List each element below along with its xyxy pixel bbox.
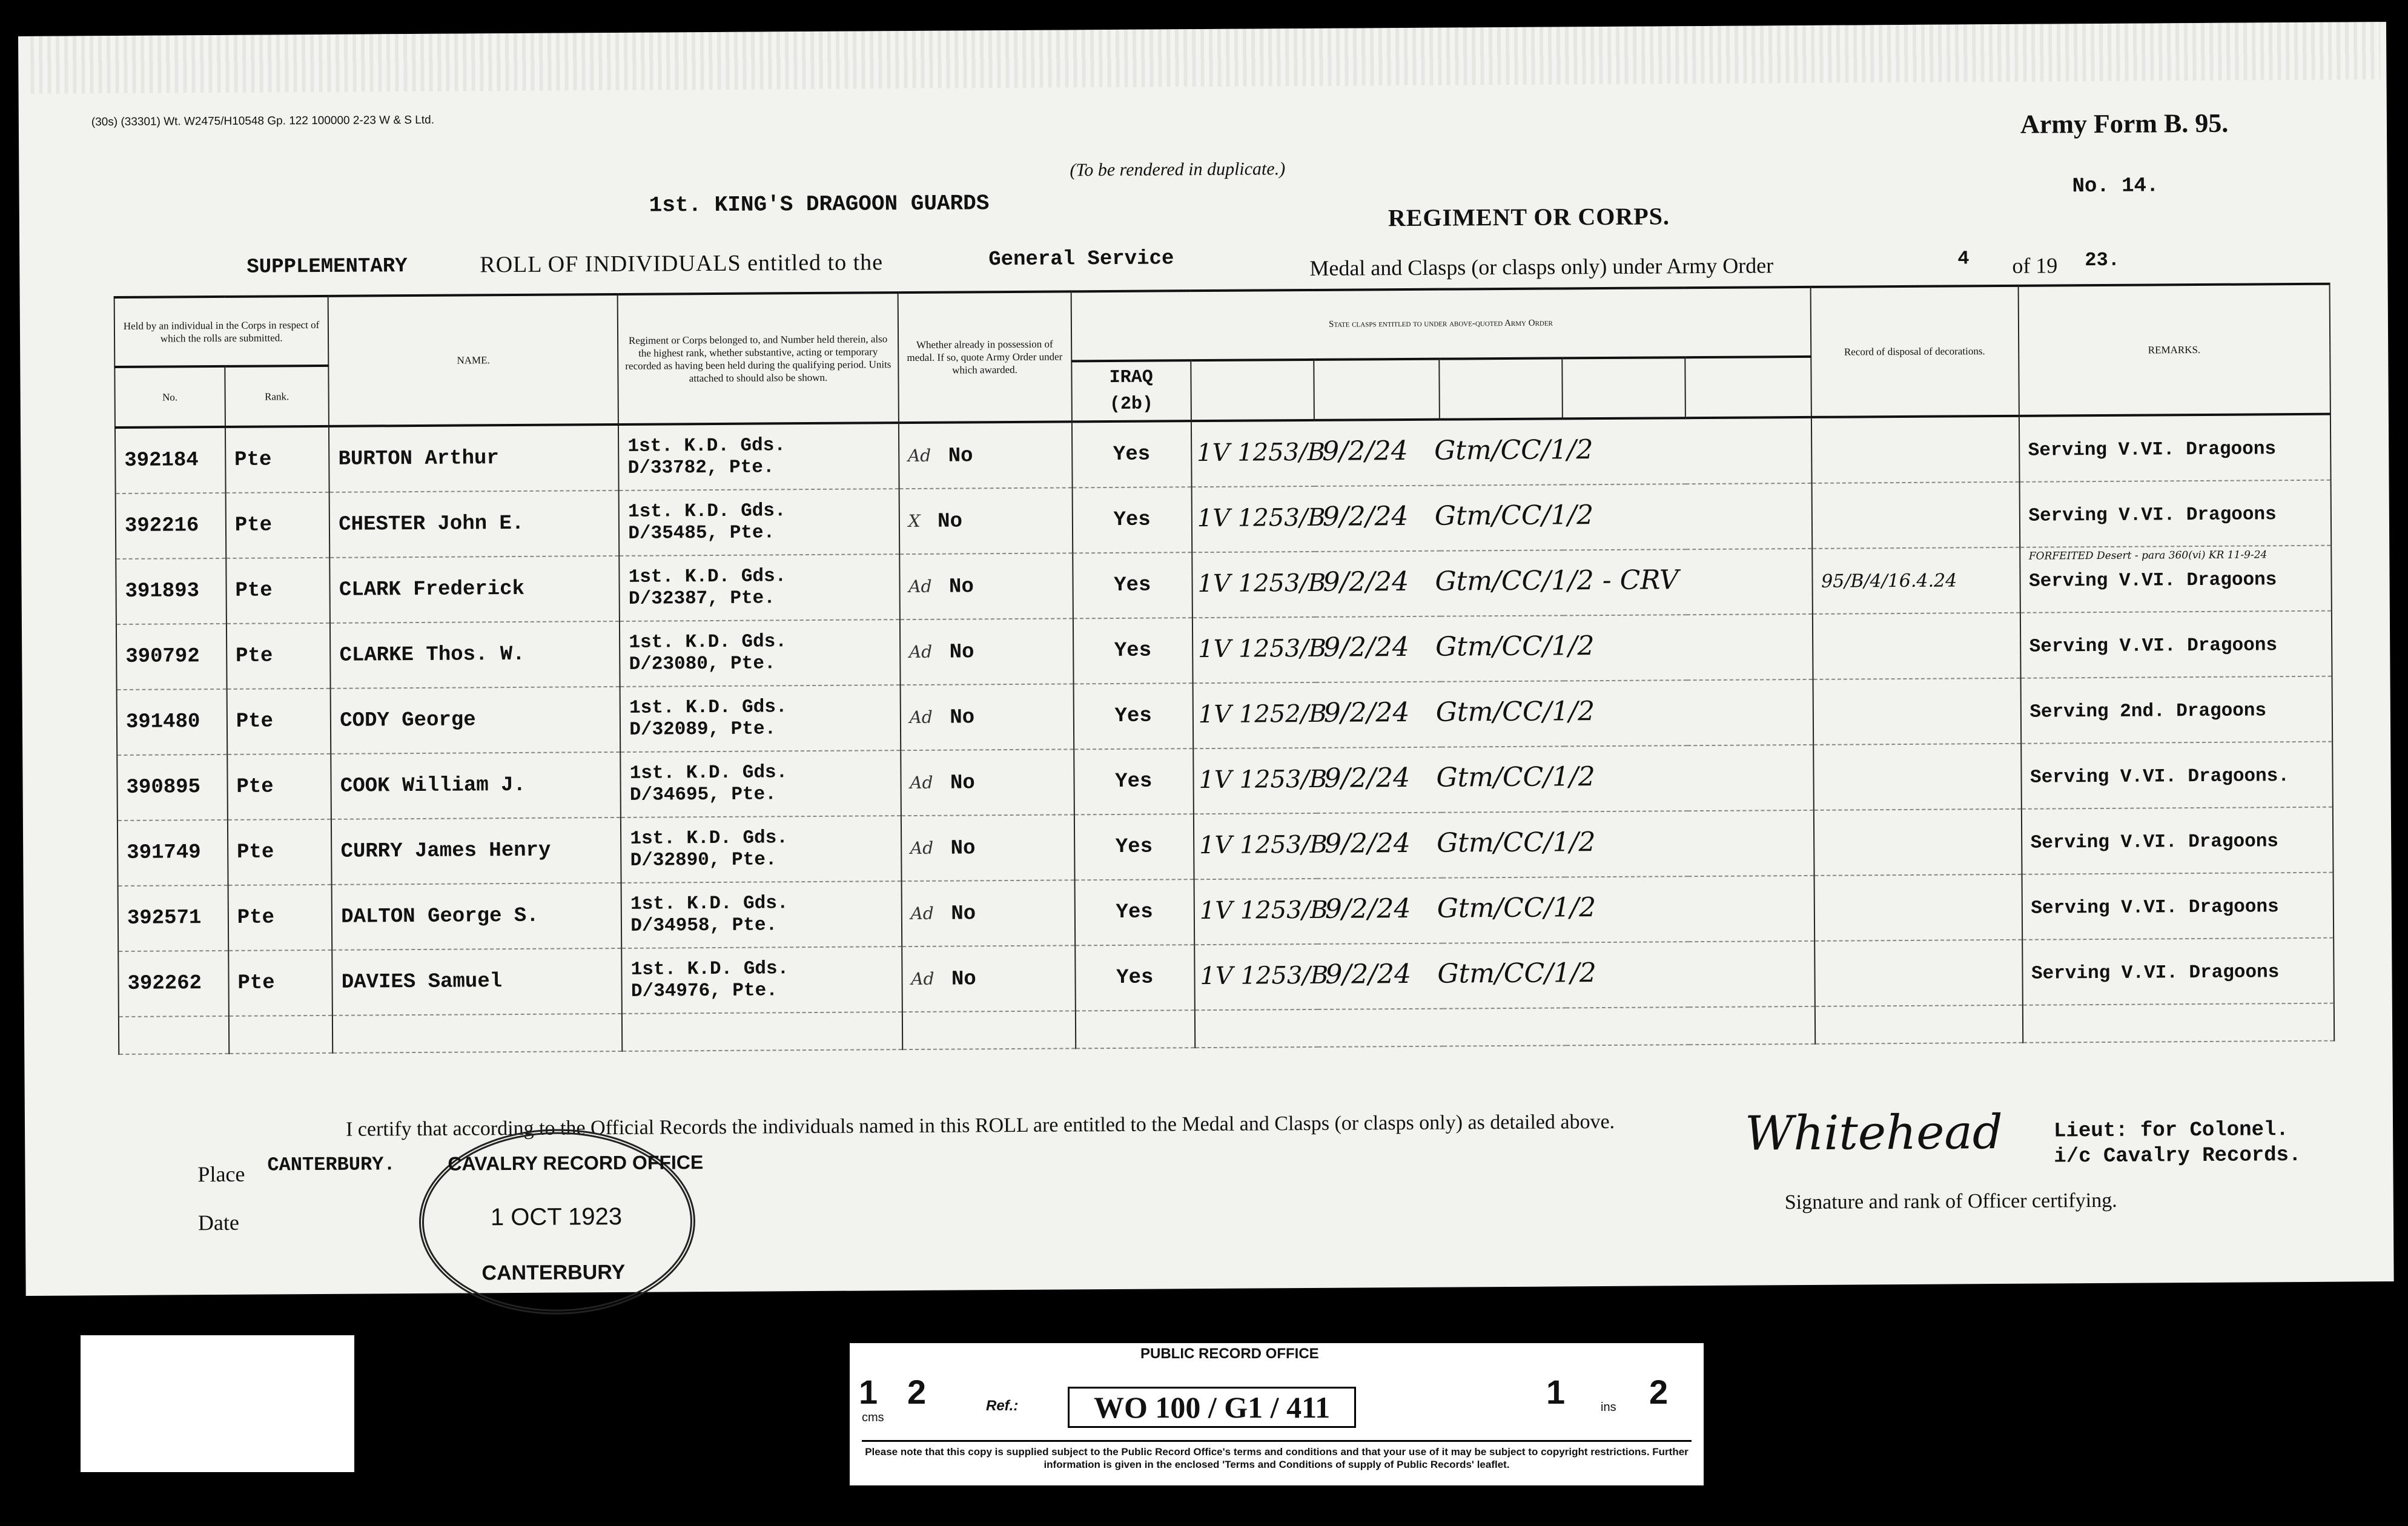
cell-regiment-line2: D/35485, Pte. [628,522,775,544]
cell-disposal [1814,874,2022,941]
cell-name: DALTON George S. [332,883,622,950]
stamp-top-text: CAVALRY RECORD OFFICE [448,1151,704,1175]
issue-ref: 1V 1253/B [1199,896,1328,925]
cell-disposal [1813,744,2022,810]
place-value: CANTERBURY. [267,1153,395,1177]
cell-iraq: Yes [1073,618,1192,684]
issue-date: 9/2/24 [1324,762,1411,794]
certify-statement: I certify that according to the Official Records the individuals named in this ROLL are entitled to the Medal and Clasps (or clasps only) as detailed above. [345,1110,1615,1141]
issue-ref: 1V 1253/B [1197,503,1326,533]
header-clasp-5 [1562,357,1685,418]
header-remarks: REMARKS. [2018,284,2330,416]
year-suffix: 23. [2085,248,2120,272]
possession-mark: Ad [911,968,934,989]
issue-code: Gtm/CC/1/2 [1434,500,1594,532]
cell-iraq: Yes [1074,879,1194,945]
cell-name: CURRY James Henry [331,818,621,885]
issue-code: Gtm/CC/1/2 [1436,761,1595,793]
issue-date: 9/2/24 [1325,893,1411,925]
officer-rank-line2: i/c Cavalry Records. [2054,1144,2301,1169]
cell-iraq: Yes [1072,487,1192,553]
cell-remarks [2021,807,2333,874]
possession-value: No [948,575,974,599]
cell-possession [901,814,1074,881]
header-disposal: Record of disposal of decorations. [1810,286,2019,417]
cell-regiment-line1: 1st. K.D. Gds. [629,696,787,719]
header-clasps: State clasps entitled to under above-quoted Army Order [1071,287,1811,361]
cell-regiment-line2: D/34695, Pte. [629,784,776,806]
cell-rank: Pte [225,426,329,493]
header-iraq [1071,360,1191,421]
pro-second-mark: 2 [907,1373,927,1411]
officer-rank-line1: Lieut: for Colonel. [2053,1118,2289,1143]
cell-possession [902,945,1075,1012]
issue-code: Gtm/CC/1/2 [1437,892,1596,924]
cell-remarks [2022,873,2334,940]
cell-regiment [620,619,900,687]
pro-title: PUBLIC RECORD OFFICE [1140,1346,1319,1362]
issue-date: 9/2/24 [1322,435,1408,467]
cell-no: 390895 [117,755,228,821]
empty-cell [119,1016,229,1054]
cell-clasp-details [1191,417,1811,487]
cell-no: 392571 [118,885,229,951]
cell-clasp-details [1194,810,1814,879]
document-sheet [18,22,2394,1296]
remark-text: Serving V.VI. Dragoons [2028,438,2277,461]
possession-value: No [950,771,975,795]
header-regiment-info: Regiment or Corps belonged to, and Number held therein, also the highest rank, whether substantive, acting or temporary recorded as having been held during the qualifying period. Units attached to should also be shown. [618,292,899,424]
cell-regiment [620,554,900,621]
issue-ref: 1V 1253/B [1198,634,1327,664]
officer-signature: Whitehead [1744,1105,2003,1161]
cell-regiment-line2: D/23080, Pte. [629,653,776,675]
cell-name: COOK William J. [331,752,621,819]
possession-mark: Ad [910,772,933,793]
empty-cell [622,1012,902,1051]
remark-text: Serving V.VI. Dragoons. [2029,765,2290,788]
signature-caption: Signature and rank of Officer certifying. [1784,1189,2117,1214]
cell-clasp-details [1192,549,1812,618]
medal-text: Medal and Clasps (or clasps only) under Army Order [1309,253,1774,280]
possession-value: No [951,902,976,926]
date-label: Date [197,1210,240,1235]
cell-remarks [2020,611,2332,678]
remark-text: Serving V.VI. Dragoons [2030,830,2279,854]
cell-remarks [2019,414,2330,482]
cell-iraq: Yes [1075,945,1195,1011]
print-code: (30s) (33301) Wt. W2475/H10548 Gp. 122 100000 2-23 W & S Ltd. [91,113,435,129]
issue-date: 9/2/24 [1323,566,1409,598]
cell-disposal [1811,416,2019,483]
cell-possession [899,421,1072,489]
cell-possession [899,487,1072,554]
cell-regiment [619,489,899,556]
issue-date: 9/2/24 [1323,631,1409,663]
issue-code: Gtm/CC/1/2 - CRV [1435,564,1679,597]
cell-rank: Pte [228,950,332,1016]
cell-regiment-line2: D/33782, Pte. [627,457,775,479]
cell-possession [900,684,1073,750]
empty-cell [229,1016,333,1054]
faded-top-strip [30,22,2381,94]
possession-value: No [937,510,963,533]
remark-text: Serving V.VI. Dragoons [2031,961,2280,985]
issue-date: 9/2/24 [1323,696,1410,728]
cell-rank: Pte [227,689,331,755]
cell-rank: Pte [227,754,331,820]
pro-ins-value: 1 [1546,1373,1566,1411]
possession-mark: Ad [910,837,934,859]
public-record-office-label [848,1341,1705,1487]
possession-value: No [951,968,976,991]
cell-no: 392216 [116,493,227,559]
cell-rank: Pte [228,819,332,885]
cell-regiment-line2: D/32089, Pte. [629,718,776,741]
medal-roll-table [114,283,2335,1055]
stamp-bottom-text: CANTERBURY [481,1260,626,1285]
remark-text: Serving V.VI. Dragoons [2028,569,2277,592]
possession-value: No [950,706,975,730]
cavalry-record-office-stamp [418,1128,704,1315]
cell-regiment-line1: 1st. K.D. Gds. [630,893,789,915]
army-order-number: 4 [1957,247,1970,270]
header-clasp-6 [1685,357,1811,418]
cell-rank: Pte [225,492,329,558]
pro-reference: WO 100 / G1 / 411 [1068,1387,1356,1428]
cell-clasp-details [1194,876,1814,945]
pro-notice: Please note that this copy is supplied subject to the Public Record Office's terms and conditions and that your use of it may be subject to copyright restrictions. Further information is given in the enclosed 'Terms and Conditions of supply of Public Records' leaflet. [862,1440,1692,1471]
issue-code: Gtm/CC/1/2 [1435,630,1595,662]
year-prefix: of 19 [2012,253,2058,278]
army-form-title: Army Form B. 95. [2020,108,2229,139]
cell-name: CHESTER John E. [329,490,620,558]
cell-name: CODY George [331,687,621,754]
possession-mark: X [908,510,921,532]
cell-regiment [622,946,902,1014]
issue-code: Gtm/CC/1/2 [1435,696,1595,728]
roll-body [115,414,2334,1054]
place-label: Place [197,1161,245,1187]
remark-text: Serving V.VI. Dragoons [2028,503,2277,527]
cell-name: CLARK Frederick [330,556,620,623]
cell-regiment-line2: D/32890, Pte. [630,849,777,871]
header-clasp-3 [1314,359,1440,420]
cell-no: 391893 [116,558,227,624]
cell-remarks [2020,676,2332,744]
cell-no: 392184 [115,427,226,494]
cell-iraq: Yes [1071,421,1191,487]
possession-mark: Ad [907,445,931,466]
cell-no: 391749 [117,820,228,886]
cell-possession [901,749,1074,816]
empty-cell [1075,1010,1195,1048]
cell-regiment [620,685,901,752]
cell-remarks [2020,546,2332,613]
cell-clasp-details [1193,679,1813,748]
issue-code: Gtm/CC/1/2 [1434,434,1593,466]
cell-iraq: Yes [1073,552,1192,618]
cell-disposal [1814,940,2023,1006]
empty-cell [1814,1005,2022,1044]
cell-no: 392262 [118,951,229,1017]
possession-mark: Ad [910,903,934,924]
regiment-label: REGIMENT OR CORPS. [1388,202,1670,232]
cell-possession [901,880,1074,946]
cell-name: BURTON Arthur [329,424,619,492]
possession-mark: Ad [908,641,933,662]
cell-iraq: Yes [1074,814,1194,880]
cell-remarks [2022,938,2334,1005]
pro-cms-unit: cms [862,1411,884,1424]
possession-value: No [948,444,973,468]
cell-clasp-details [1193,745,1813,814]
cell-no: 391480 [117,689,228,755]
issue-ref: 1V 1253/B [1199,765,1328,794]
issue-date: 9/2/24 [1325,958,1412,990]
cell-clasp-details [1192,483,1812,552]
cell-possession [900,618,1073,685]
header-possession: Whether already in possession of medal. If so, quote Army Order under which awarded. [898,291,1071,423]
remark-text: Serving V.VI. Dragoons [2031,896,2279,919]
issue-ref: 1V 1253/B [1199,830,1328,860]
issue-code: Gtm/CC/1/2 [1436,827,1596,859]
cell-rank: Pte [226,558,330,624]
duplicate-note: (To be rendered in duplicate.) [1070,159,1286,180]
empty-cell [1195,1006,1815,1048]
possession-mark: Ad [908,576,932,597]
header-rank: Rank. [225,366,329,427]
cell-possession [899,553,1073,619]
cell-regiment-line1: 1st. K.D. Gds. [628,500,786,523]
header-iraq-sub: (2b) [1109,394,1154,415]
service-name: General Service [988,247,1174,272]
cell-remarks [2021,742,2333,809]
header-held-by: Held by an individual in the Corps in respect of which the rolls are submitted. [114,296,329,367]
cell-disposal [1813,678,2021,745]
pro-ins-second: 2 [1649,1373,1669,1411]
cell-no: 390792 [116,624,227,690]
issue-date: 9/2/24 [1322,500,1409,532]
pro-ins-unit: ins [1601,1401,1616,1414]
cell-name: CLARKE Thos. W. [330,621,620,689]
cell-regiment-line2: D/32387, Pte. [628,587,775,610]
issue-code: Gtm/CC/1/2 [1437,957,1596,989]
header-name: NAME. [328,294,618,426]
cell-disposal [1813,809,2022,876]
empty-cell [902,1011,1076,1049]
remark-text: Serving V.VI. Dragoons [2029,634,2278,658]
cell-regiment-line2: D/34958, Pte. [630,914,778,937]
cell-regiment-line1: 1st. K.D. Gds. [628,566,787,588]
possession-mark: Ad [909,707,933,728]
header-no: No. [114,366,225,428]
stamp-date: 1 OCT 1923 [490,1203,623,1231]
remark-note: FORFEITED Desert - para 360(vi) KR 11-9-24 [2028,549,2267,563]
issue-ref: 1V 1253/B [1197,569,1326,598]
cell-regiment-line2: D/34976, Pte. [630,980,778,1002]
cell-regiment-line1: 1st. K.D. Gds. [630,827,788,850]
header-clasp-2 [1191,360,1314,421]
cell-regiment-line1: 1st. K.D. Gds. [629,762,788,784]
possession-value: No [949,641,974,664]
header-iraq-label: IRAQ [1109,367,1153,389]
empty-cell [332,1014,622,1053]
empty-cell [2022,1003,2334,1043]
cell-disposal: 95/B/4/16.4.24 [1812,547,2020,614]
cell-clasp-details [1192,614,1813,683]
cell-rank: Pte [227,623,331,689]
cell-regiment [621,750,901,818]
possession-value: No [950,837,976,860]
issue-ref: 1V 1253/B [1197,438,1326,467]
cell-remarks [2019,480,2331,547]
pro-ref-label: Ref.: [986,1398,1019,1414]
issue-ref: 1V 1252/B [1198,699,1327,729]
cell-regiment [621,816,901,883]
cell-regiment-line1: 1st. K.D. Gds. [629,631,787,653]
roll-type: SUPPLEMENTARY [246,255,408,279]
cell-clasp-details [1194,941,1814,1010]
cell-regiment [618,423,899,490]
issue-date: 9/2/24 [1324,827,1411,859]
header-clasp-4 [1440,358,1563,419]
cell-disposal [1812,613,2020,679]
cell-regiment-line1: 1st. K.D. Gds. [630,958,789,980]
cell-iraq: Yes [1074,748,1194,814]
cell-name: DAVIES Samuel [332,948,623,1016]
cell-iraq: Yes [1073,683,1193,749]
cell-regiment-line1: 1st. K.D. Gds. [627,435,786,457]
blank-label-card [81,1335,354,1472]
cell-regiment [621,881,902,948]
cell-rank: Pte [228,885,332,951]
pro-cms-value: 1 [859,1373,878,1411]
roll-title: ROLL OF INDIVIDUALS entitled to the [480,249,884,278]
regiment-name: 1st. KING'S DRAGOON GUARDS [649,191,990,218]
remark-text: Serving 2nd. Dragoons [2029,699,2267,723]
issue-ref: 1V 1253/B [1200,961,1329,991]
roll-number: No. 14. [2072,174,2159,199]
cell-disposal [1811,482,2020,549]
